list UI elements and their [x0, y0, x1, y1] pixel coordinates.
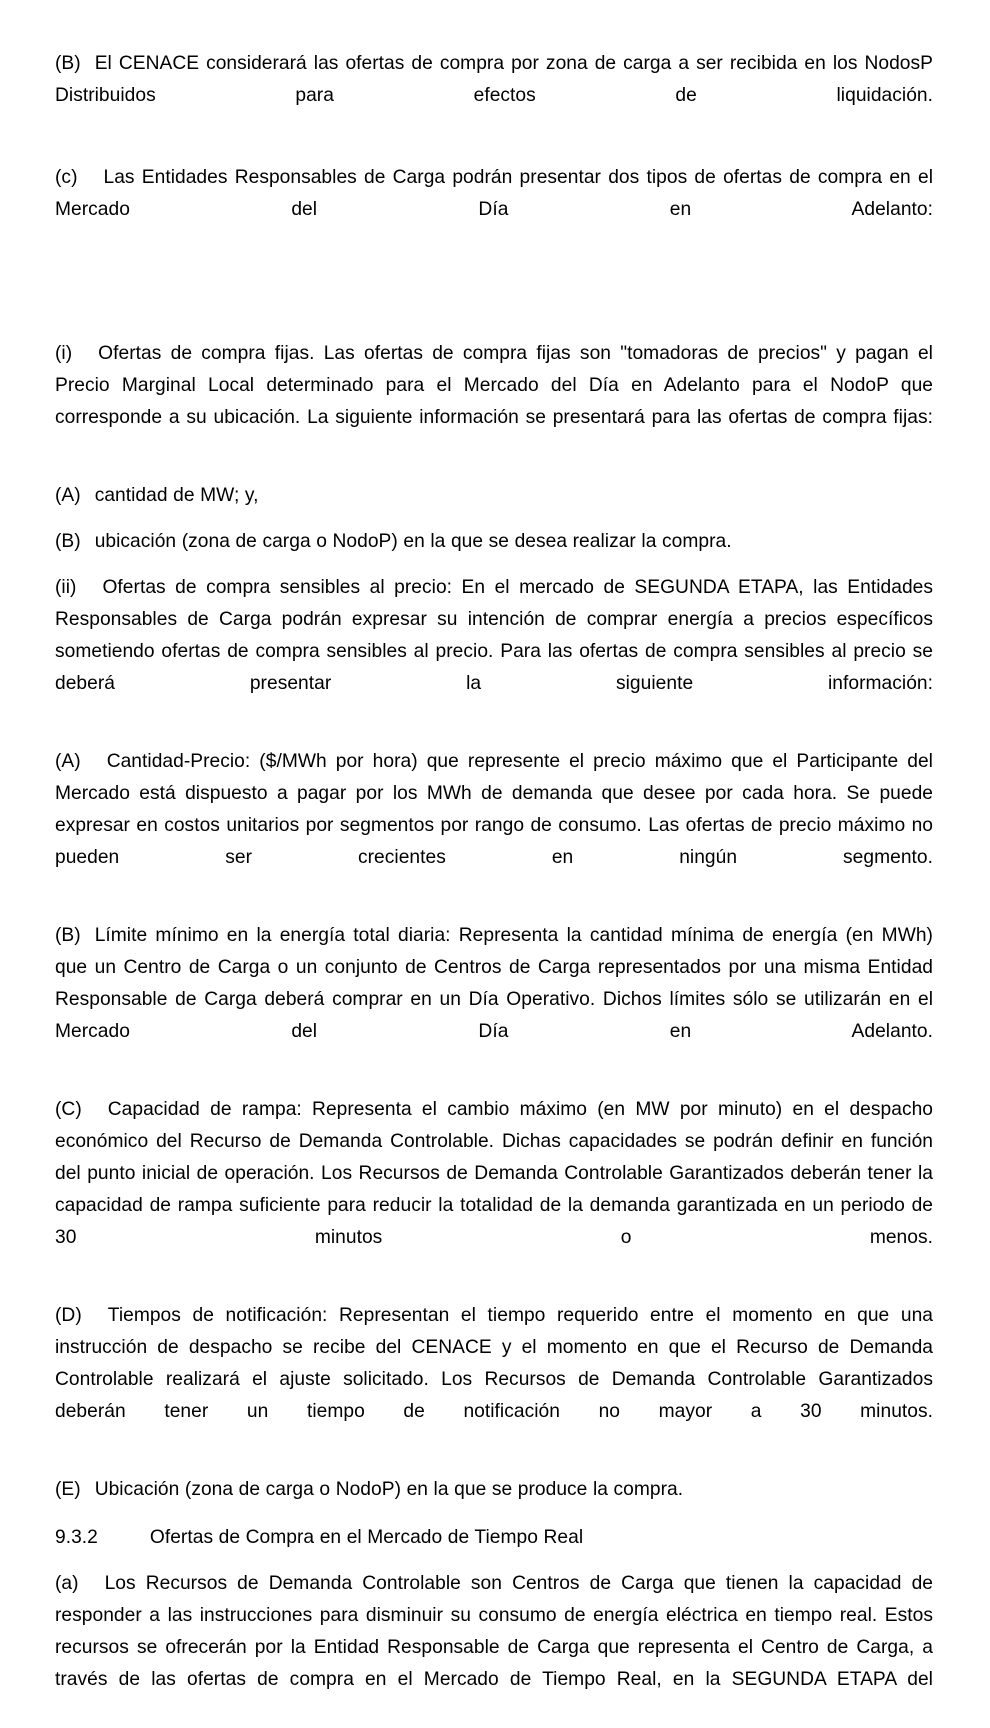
paragraph-label: (A)	[55, 751, 81, 772]
section-heading	[55, 1522, 933, 1554]
document-paragraph	[55, 1568, 933, 1728]
document-paragraph	[55, 572, 933, 732]
document-paragraph	[55, 338, 933, 466]
document-paragraph	[55, 48, 933, 144]
paragraph-label: (B)	[55, 53, 81, 74]
paragraph-text: Límite mínimo en la energía total diaria: Representa la cantidad mínima de energía (en MWh) que un Centro de Carga o un conjunto de Centros de Carga representados por una misma Entidad Responsable de Carga deberá comprar en un Día Operativo. Dichos límites sólo se utilizarán en el Mercado del Día en Adelanto.	[55, 925, 933, 1042]
paragraph-spacer	[55, 1554, 933, 1568]
paragraph-text: Los Recursos de Demanda Controlable son Centros de Carga que tienen la capacidad de responder a las instrucciones para disminuir su consumo de energía eléctrica en tiempo real. Estos recursos se ofrecerán por la Entidad Responsable de Carga que representa el Centro de Carga, a través de las ofertas de compra en el Mercado de Tiempo Real, en la SEGUNDA ETAPA del	[55, 1573, 933, 1690]
document-paragraph	[55, 162, 933, 258]
paragraph-label: (D)	[55, 1305, 82, 1326]
document-paragraph	[55, 1094, 933, 1286]
paragraph-label: (C)	[55, 1099, 82, 1120]
paragraph-text: El CENACE considerará las ofertas de compra por zona de carga a ser recibida en los NodosP Distribuidos para efectos de liquidación.	[55, 53, 933, 106]
paragraph-spacer	[55, 466, 933, 480]
paragraph-label: (c)	[55, 167, 78, 188]
paragraph-text: cantidad de MW; y,	[94, 485, 259, 506]
document-body	[55, 48, 933, 1728]
document-paragraph	[55, 480, 933, 512]
document-paragraph	[55, 746, 933, 906]
document-paragraph	[55, 1474, 933, 1506]
document-paragraph	[55, 526, 933, 558]
paragraph-spacer	[55, 258, 933, 338]
paragraph-spacer	[55, 512, 933, 526]
paragraph-label: (B)	[55, 531, 81, 552]
paragraph-label: (a)	[55, 1573, 79, 1594]
paragraph-text: Capacidad de rampa: Representa el cambio máximo (en MW por minuto) en el despacho económico del Recurso de Demanda Controlable. Dichas capacidades se podrán definir en función del punto inicial de operación. Los Recursos de Demanda Controlable Garantizados deberán tener la capacidad de rampa suficiente para reducir la totalidad de la demanda garantizada en un periodo de 30 minutos o menos.	[55, 1099, 933, 1248]
paragraph-spacer	[55, 906, 933, 920]
paragraph-spacer	[55, 1286, 933, 1300]
paragraph-label: (A)	[55, 485, 81, 506]
paragraph-spacer	[55, 1460, 933, 1474]
paragraph-spacer	[55, 1506, 933, 1522]
paragraph-spacer	[55, 1080, 933, 1094]
paragraph-spacer	[55, 732, 933, 746]
document-paragraph	[55, 1300, 933, 1460]
paragraph-label: (i)	[55, 343, 73, 364]
paragraph-spacer	[55, 558, 933, 572]
paragraph-text: Ubicación (zona de carga o NodoP) en la que se produce la compra.	[94, 1479, 684, 1500]
paragraph-label: 9.3.2	[55, 1527, 98, 1548]
paragraph-text: Ofertas de compra fijas. Las ofertas de compra fijas son "tomadoras de precios" y pagan el Precio Marginal Local determinado para el Mercado del Día en Adelanto para el NodoP que corresponde a su ubicación. La siguiente información se presentará para las ofertas de compra fijas:	[55, 343, 933, 428]
paragraph-spacer	[55, 144, 933, 162]
paragraph-label: (B)	[55, 925, 81, 946]
paragraph-text: ubicación (zona de carga o NodoP) en la que se desea realizar la compra.	[94, 531, 732, 552]
paragraph-text: Cantidad-Precio: ($/MWh por hora) que represente el precio máximo que el Participante del Mercado está dispuesto a pagar por los MWh de demanda que desee por cada hora. Se puede expresar en costos unitarios por segmentos por rango de consumo. Las ofertas de precio máximo no pueden ser crecientes en ningún segmento.	[55, 751, 933, 868]
paragraph-label: (E)	[55, 1479, 81, 1500]
paragraph-text: Tiempos de notificación: Representan el tiempo requerido entre el momento en que una instrucción de despacho se recibe del CENACE y el momento en que el Recurso de Demanda Controlable realizará el ajuste solicitado. Los Recursos de Demanda Controlable Garantizados deberán tener un tiempo de notificación no mayor a 30 minutos.	[55, 1305, 933, 1422]
heading-text: Ofertas de Compra en el Mercado de Tiempo Real	[149, 1527, 584, 1548]
paragraph-text: Las Entidades Responsables de Carga podrán presentar dos tipos de ofertas de compra en el Mercado del Día en Adelanto:	[55, 167, 933, 220]
paragraph-label: (ii)	[55, 577, 77, 598]
paragraph-text: Ofertas de compra sensibles al precio: En el mercado de SEGUNDA ETAPA, las Entidades Responsables de Carga podrán expresar su intención de comprar energía a precios específicos sometiendo ofertas de compra sensibles al precio. Para las ofertas de compra sensibles al precio se deberá presentar la siguiente información:	[55, 577, 933, 694]
document-paragraph	[55, 920, 933, 1080]
